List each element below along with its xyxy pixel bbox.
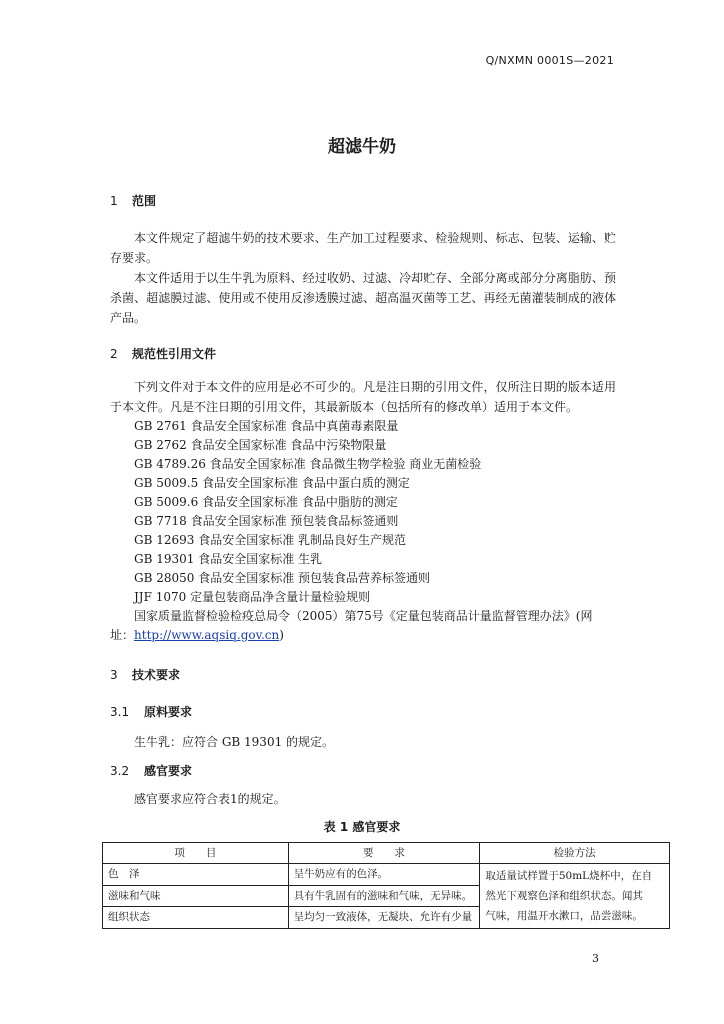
reference-item: GB 5009.5 食品安全国家标准 食品中蛋白质的测定: [134, 476, 410, 490]
section-3-1-text: 生牛乳：应符合 GB 19301 的规定。: [134, 735, 335, 749]
reference-item: GB 7718 食品安全国家标准 预包装食品标签通则: [134, 514, 399, 528]
table-cell-requirement: 呈均匀一致液体，无凝块、允许有少量: [288, 907, 480, 929]
method-line: 然光下观察色泽和组织状态。闻其: [485, 890, 643, 902]
document-code: Q/NXMN 0001S—2021: [485, 54, 614, 67]
decree-suffix: ): [279, 628, 284, 642]
decree-line-2: [110, 625, 284, 645]
section-number: 3.1: [110, 705, 130, 719]
section-number: 3: [110, 668, 118, 682]
sensory-table: [102, 842, 670, 929]
section-title: 技术要求: [132, 668, 181, 682]
method-line: 取适量试样置于50mL烧杯中，在自: [485, 870, 653, 882]
reference-item: GB 28050 食品安全国家标准 预包装食品营养标签通则: [134, 571, 431, 585]
document-title: 超滤牛奶: [328, 137, 396, 157]
table-cell-requirement: 具有牛乳固有的滋味和气味，无异味。: [288, 885, 480, 907]
section-title: 感官要求: [144, 764, 193, 778]
section-title: 规范性引用文件: [132, 347, 217, 361]
table-header: 项 目: [103, 843, 289, 864]
section-1-heading: [110, 192, 156, 209]
aqsiq-link[interactable]: http://www.aqsiq.gov.cn: [134, 628, 280, 642]
reference-item: GB 4789.26 食品安全国家标准 食品微生物学检验 商业无菌检验: [134, 457, 482, 471]
section-number: 1: [110, 194, 118, 208]
table-cell-item: 滋味和气味: [103, 885, 289, 907]
table-cell-requirement: 呈牛奶应有的色泽。: [288, 864, 480, 886]
table-cell-item: 组织状态: [103, 907, 289, 929]
decree-line: 国家质量监督检验检疫总局令（2005）第75号《定量包装商品计量监督管理办法》(网: [134, 609, 593, 623]
paragraph: 本文件规定了超滤牛奶的技术要求、生产加工过程要求、检验规则、标志、包装、运输、贮存要求。: [110, 231, 616, 265]
section-3-heading: [110, 666, 180, 683]
table-cell-method: [480, 864, 670, 929]
method-line: 气味，用温开水漱口，品尝滋味。: [485, 910, 643, 922]
reference-item: JJF 1070 定量包装商品净含量计量检验规则: [134, 590, 371, 604]
decree-prefix: 址：: [110, 628, 135, 642]
reference-item: GB 2762 食品安全国家标准 食品中污染物限量: [134, 438, 387, 452]
section-title: 范围: [132, 194, 157, 208]
section-3-2-heading: [110, 762, 192, 779]
page-number: 3: [592, 952, 599, 965]
reference-item: GB 5009.6 食品安全国家标准 食品中脂肪的测定: [134, 495, 398, 509]
section-number: 2: [110, 347, 118, 361]
reference-item: GB 19301 食品安全国家标准 生乳: [134, 552, 323, 566]
table-header: 要 求: [288, 843, 480, 864]
table-caption: 表 1 感官要求: [323, 820, 401, 834]
table-header: 检验方法: [480, 843, 670, 864]
reference-item: GB 2761 食品安全国家标准 食品中真菌毒素限量: [134, 419, 399, 433]
section-1-body: [110, 228, 616, 328]
section-number: 3.2: [110, 764, 130, 778]
section-3-2-text: 感官要求应符合表1的规定。: [134, 792, 286, 806]
table-cell-item: 色 泽: [103, 864, 289, 886]
section-3-1-heading: [110, 703, 192, 720]
reference-item: GB 12693 食品安全国家标准 乳制品良好生产规范: [134, 533, 407, 547]
paragraph: 下列文件对于本文件的应用是必不可少的。凡是注日期的引用文件，仅所注日期的版本适用于本文件。凡是不注日期的引用文件，其最新版本（包括所有的修改单）适用于本文件。: [110, 380, 616, 414]
table-row: [103, 864, 670, 886]
section-2-heading: [110, 345, 216, 362]
section-title: 原料要求: [144, 705, 193, 719]
paragraph: 本文件适用于以生牛乳为原料、经过收奶、过滤、冷却贮存、全部分离或部分分离脂肪、预杀菌、超滤膜过滤、使用或不使用反渗透膜过滤、超高温灭菌等工艺、再经无菌灌装制成的液体产品。: [110, 271, 616, 325]
table-header-row: [103, 843, 670, 864]
section-2-intro: [110, 377, 616, 417]
